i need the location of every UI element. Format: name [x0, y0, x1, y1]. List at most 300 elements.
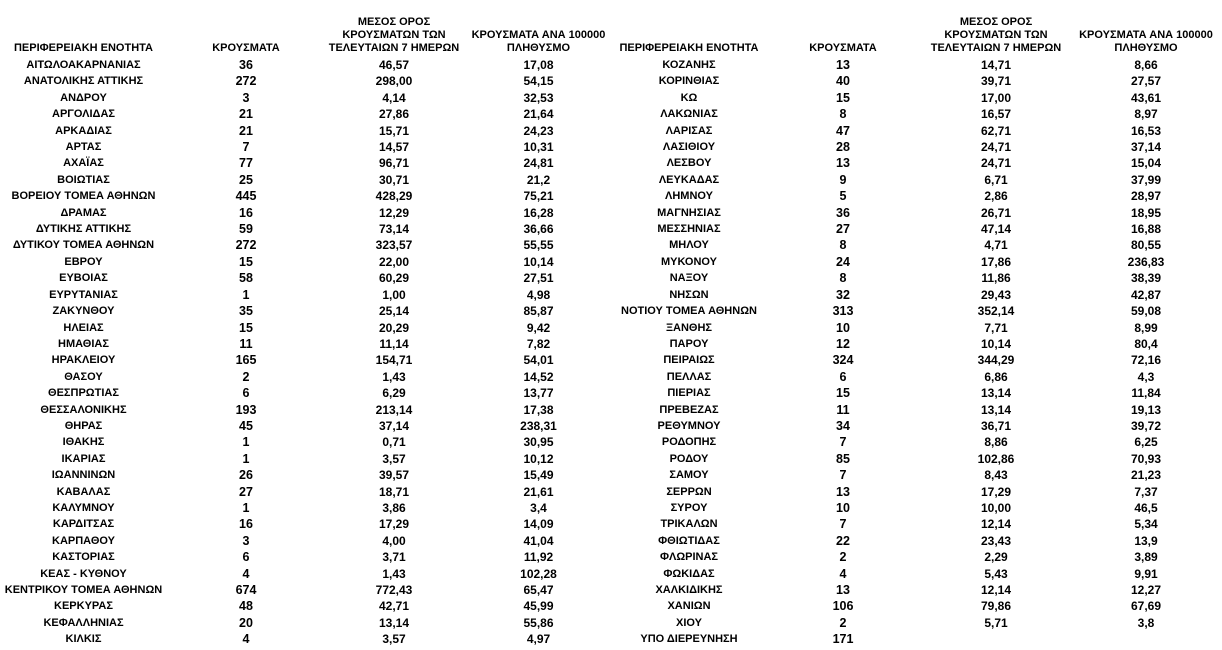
region-cell: ΚΑΡΔΙΤΣΑΣ	[52, 518, 115, 531]
table-row	[614, 155, 1222, 171]
region-cell: ΑΝΔΡΟΥ	[60, 91, 107, 104]
region-cell: ΒΟΡΕΙΟΥ ΤΟΜΕΑ ΑΘΗΝΩΝ	[11, 190, 156, 203]
cases-cell: 15	[836, 90, 850, 105]
cases-cell: 165	[235, 353, 257, 368]
region-cell: ΥΠΟ ΔΙΕΡΕΥΝΗΣΗ	[640, 633, 738, 646]
cases-cell: 13	[836, 58, 850, 72]
avg-7day-header: ΜΕΣΟΣ ΟΡΟΣ ΚΡΟΥΣΜΑΤΩΝ ΤΩΝ ΤΕΛΕΥΤΑΙΩΝ 7 ΗΜΕΡΩΝ	[930, 16, 1062, 54]
per100k-cell: 10,14	[523, 254, 554, 269]
per100k-cell: 37,14	[1130, 140, 1162, 155]
avg-7day-cell: 42,71	[378, 599, 410, 614]
per100k-cell: 21,2	[526, 172, 551, 187]
table-row	[614, 549, 1222, 565]
per100k-cell: 55,55	[523, 238, 554, 253]
avg-7day-cell: 3,57	[382, 632, 406, 647]
cases-cell: 34	[836, 418, 850, 433]
per100k-cell: 16,53	[1130, 123, 1162, 138]
avg-7day-cell: 17,86	[980, 254, 1012, 269]
table-row	[0, 434, 614, 450]
region-cell: ΠΡΕΒΕΖΑΣ	[659, 403, 719, 416]
per100k-cell: 37,99	[1130, 172, 1162, 187]
region-cell: ΑΝΑΤΟΛΙΚΗΣ ΑΤΤΙΚΗΣ	[23, 75, 144, 88]
region-cell: ΞΑΝΘΗΣ	[665, 321, 713, 334]
per100k-cell: 6,25	[1134, 435, 1158, 450]
region-cell: ΗΜΑΘΙΑΣ	[58, 337, 109, 350]
region-cell: ΑΡΤΑΣ	[65, 141, 102, 154]
cases-cell: 58	[239, 271, 253, 286]
table-row	[614, 566, 1222, 582]
cases-cell: 193	[235, 402, 257, 417]
cases-cell: 2	[839, 550, 847, 565]
avg-7day-cell: 12,29	[378, 205, 410, 220]
avg-7day-cell: 96,71	[378, 156, 410, 171]
cases-cell: 9	[839, 172, 847, 187]
table-row	[0, 155, 614, 171]
avg-7day-cell: 8,86	[984, 435, 1008, 450]
cases-cell: 26	[239, 468, 253, 483]
avg-7day-cell: 772,43	[375, 583, 413, 597]
per100k-cell: 3,89	[1134, 550, 1158, 565]
avg-7day-cell: 36,71	[980, 418, 1012, 433]
table-row	[614, 434, 1222, 450]
per100k-cell: 8,97	[1134, 107, 1158, 122]
per100k-cell: 16,88	[1130, 222, 1162, 237]
cases-cell: 1	[242, 287, 250, 302]
avg-7day-cell: 428,29	[375, 189, 413, 204]
per100k-cell: 17,38	[523, 402, 554, 417]
avg-7day-cell: 3,71	[382, 550, 406, 565]
per100k-cell: 21,64	[523, 107, 554, 122]
avg-7day-cell: 102,86	[977, 451, 1015, 466]
region-cell: ΖΑΚΥΝΘΟΥ	[52, 305, 115, 318]
avg-7day-cell: 0,71	[382, 435, 406, 450]
table-row	[614, 385, 1222, 401]
table-row	[614, 467, 1222, 483]
avg-7day-cell: 6,29	[382, 386, 406, 401]
per100k-cell: 70,93	[1130, 451, 1162, 466]
per100k-cell: 24,81	[523, 156, 554, 171]
per100k-cell: 17,08	[523, 58, 554, 72]
table-row	[0, 484, 614, 500]
avg-7day-cell: 344,29	[977, 353, 1015, 368]
cases-cell: 1	[242, 500, 250, 515]
avg-7day-cell: 27,86	[378, 107, 410, 122]
region-cell: ΗΡΑΚΛΕΙΟΥ	[51, 354, 116, 367]
table-row	[0, 172, 614, 188]
per100k-cell: 15,49	[523, 468, 554, 483]
avg-7day-cell: 323,57	[375, 238, 413, 253]
avg-7day-cell: 13,14	[378, 615, 410, 630]
avg-7day-cell: 10,00	[980, 500, 1012, 515]
cases-cell: 12	[836, 336, 850, 351]
region-cell: ΚΕΡΚΥΡΑΣ	[54, 600, 113, 613]
table-row	[0, 631, 614, 647]
avg-7day-cell: 12,14	[980, 583, 1012, 597]
cases-cell: 6	[242, 386, 250, 401]
region-cell: ΚΕΑΣ - ΚΥΘΝΟΥ	[40, 567, 127, 580]
avg-7day-cell: 62,71	[980, 123, 1012, 138]
region-cell: ΑΡΓΟΛΙΔΑΣ	[52, 108, 115, 121]
cases-cell: 7	[839, 435, 847, 450]
cases-cell: 40	[836, 74, 850, 89]
per100k-cell: 14,09	[523, 517, 554, 532]
cases-cell: 22	[836, 533, 850, 548]
table-row	[0, 106, 614, 122]
region-cell: ΠΙΕΡΙΑΣ	[667, 387, 711, 400]
cases-cell: 16	[239, 517, 253, 532]
region-cell: ΕΥΒΟΙΑΣ	[59, 272, 108, 285]
cases-cell: 77	[239, 156, 253, 171]
table-row	[0, 336, 614, 352]
table-row	[614, 106, 1222, 122]
per100k-cell: 8,66	[1134, 58, 1158, 72]
cases-cell: 5	[839, 189, 847, 204]
per100k-cell: 80,55	[1130, 238, 1162, 253]
table-row	[614, 418, 1222, 434]
table-row	[0, 90, 614, 106]
region-cell: ΕΒΡΟΥ	[64, 255, 103, 268]
avg-7day-cell: 5,71	[984, 615, 1008, 630]
per100k-cell: 10,31	[523, 140, 554, 155]
cases-cell: 8	[839, 271, 847, 286]
region-cell: ΗΛΕΙΑΣ	[63, 321, 104, 334]
region-cell: ΡΕΘΥΜΝΟΥ	[657, 419, 721, 432]
cases-cell: 6	[839, 369, 847, 384]
region-cell: ΘΑΣΟΥ	[64, 370, 103, 383]
region-cell: ΚΟΡΙΝΘΙΑΣ	[658, 75, 720, 88]
avg-7day-cell: 1,43	[382, 369, 406, 384]
cases-cell: 36	[239, 58, 253, 72]
table-row	[614, 139, 1222, 155]
cases-cell: 106	[832, 599, 854, 614]
region-cell: ΠΕΙΡΑΙΩΣ	[663, 354, 715, 367]
avg-7day-cell: 37,14	[378, 418, 410, 433]
per100k-cell: 12,27	[1130, 583, 1162, 597]
table-row	[614, 336, 1222, 352]
table-row	[0, 500, 614, 516]
table-row	[0, 221, 614, 237]
table-row	[0, 467, 614, 483]
cases-cell: 4	[242, 566, 250, 581]
avg-7day-cell: 11,86	[981, 271, 1011, 286]
cases-cell: 11	[239, 336, 253, 351]
table-row	[614, 123, 1222, 139]
region-cell: ΛΑΣΙΘΙΟΥ	[662, 141, 716, 154]
cases-cell: 7	[839, 517, 847, 532]
table-row	[0, 549, 614, 565]
cases-cell: 16	[239, 205, 253, 220]
per100k-cell: 38,39	[1130, 271, 1162, 286]
per100k-cell: 13,9	[1134, 533, 1158, 548]
cases-cell: 15	[239, 254, 253, 269]
avg-7day-cell: 4,14	[382, 90, 406, 105]
per100k-cell: 85,87	[523, 304, 554, 319]
avg-7day-cell: 23,43	[980, 533, 1012, 548]
avg-7day-cell: 14,71	[980, 58, 1012, 72]
per100k-cell: 102,28	[520, 566, 557, 581]
avg-7day-cell: 11,14	[379, 336, 409, 351]
region-cell: ΡΟΔΟΠΗΣ	[661, 436, 717, 449]
region-cell: ΕΥΡΥΤΑΝΙΑΣ	[49, 288, 118, 301]
region-cell: ΦΘΙΩΤΙΔΑΣ	[658, 534, 720, 547]
cases-cell: 21	[239, 107, 253, 122]
table-row	[614, 172, 1222, 188]
per100k-cell: 19,13	[1130, 402, 1162, 417]
cases-header: ΚΡΟΥΣΜΑΤΑ	[212, 42, 280, 54]
table-row	[614, 484, 1222, 500]
cases-cell: 20	[239, 615, 253, 630]
region-cell: ΚΕΝΤΡΙΚΟΥ ΤΟΜΕΑ ΑΘΗΝΩΝ	[4, 584, 163, 596]
per100k-cell: 8,99	[1134, 320, 1158, 335]
per100k-cell: 3,4	[530, 500, 547, 515]
cases-cell: 2	[242, 369, 250, 384]
avg-7day-cell: 4,71	[984, 238, 1008, 253]
cases-cell: 10	[836, 500, 850, 515]
avg-7day-cell: 298,00	[375, 74, 413, 89]
per100k-cell: 36,66	[523, 222, 554, 237]
table-row	[0, 57, 614, 73]
per100k-cell: 24,23	[523, 123, 554, 138]
region-cell: ΤΡΙΚΑΛΩΝ	[660, 518, 718, 531]
region-cell: ΚΩ	[680, 91, 698, 104]
region-cell: ΔΡΑΜΑΣ	[60, 206, 107, 219]
per100k-cell: 9,91	[1134, 566, 1158, 581]
region-cell: ΛΗΜΝΟΥ	[665, 190, 713, 203]
cases-cell: 445	[235, 189, 257, 204]
cases-cell: 11	[836, 402, 850, 417]
table-row	[614, 221, 1222, 237]
region-cell: ΔΥΤΙΚΟΥ ΤΟΜΕΑ ΑΘΗΝΩΝ	[12, 239, 155, 252]
header-row	[0, 8, 614, 57]
per100k-cell: 72,16	[1130, 353, 1162, 368]
table-row	[0, 402, 614, 418]
table-row	[0, 615, 614, 631]
avg-7day-cell: 13,14	[980, 402, 1012, 417]
avg-7day-cell: 14,57	[378, 140, 410, 155]
avg-7day-cell: 22,00	[378, 254, 410, 269]
per100k-cell: 9,42	[526, 320, 551, 335]
region-cell: ΚΑΡΠΑΘΟΥ	[52, 534, 115, 547]
table-row	[614, 533, 1222, 549]
region-cell: ΡΟΔΟΥ	[669, 452, 709, 465]
cases-cell: 8	[839, 238, 847, 253]
cases-cell: 2	[839, 615, 847, 630]
avg-7day-cell: 1,00	[382, 287, 406, 302]
table-row	[0, 188, 614, 204]
per100k-cell: 43,61	[1130, 90, 1162, 105]
cases-cell: 35	[239, 304, 253, 319]
avg-7day-cell: 7,71	[984, 320, 1008, 335]
avg-7day-cell: 12,14	[980, 517, 1012, 532]
cases-cell: 6	[242, 550, 250, 565]
table-row	[614, 631, 1222, 647]
avg-7day-cell: 5,43	[984, 566, 1008, 581]
region-cell: ΔΥΤΙΚΗΣ ΑΤΤΙΚΗΣ	[35, 223, 132, 236]
per100k-cell: 59,08	[1130, 304, 1162, 319]
cases-cell: 7	[242, 140, 250, 155]
per100k-cell: 3,8	[1137, 615, 1155, 630]
avg-7day-cell: 1,43	[382, 566, 406, 581]
per100k-cell: 7,37	[1134, 484, 1158, 499]
table-row	[0, 516, 614, 532]
table-row	[0, 566, 614, 582]
avg-7day-cell: 13,14	[980, 386, 1012, 401]
avg-7day-cell: 16,57	[980, 107, 1012, 122]
table-row	[0, 533, 614, 549]
region-cell: ΦΩΚΙΔΑΣ	[663, 567, 715, 580]
avg-7day-cell: 73,14	[378, 222, 410, 237]
per100k-cell: 16,28	[523, 205, 554, 220]
table-row	[0, 254, 614, 270]
avg-7day-cell: 25,14	[378, 304, 410, 319]
avg-7day-cell: 352,14	[977, 304, 1015, 319]
cases-header: ΚΡΟΥΣΜΑΤΑ	[809, 42, 877, 54]
per100k-cell: 54,01	[523, 353, 554, 368]
avg-7day-cell: 24,71	[980, 140, 1012, 155]
per100k-cell: 18,95	[1130, 205, 1162, 220]
avg-7day-cell: 6,71	[984, 172, 1008, 187]
per100k-cell: 13,77	[523, 386, 554, 401]
table-row	[0, 205, 614, 221]
per100k-header: ΚΡΟΥΣΜΑΤΑ ΑΝΑ 100000 ΠΛΗΘΥΣΜΟ	[471, 29, 606, 54]
region-cell: ΙΘΑΚΗΣ	[62, 436, 105, 449]
cases-cell: 313	[832, 304, 854, 319]
region-cell: ΚΟΖΑΝΗΣ	[662, 59, 716, 71]
avg-7day-cell: 10,14	[980, 336, 1012, 351]
cases-cell: 13	[836, 583, 850, 597]
table-row	[614, 369, 1222, 385]
table-row	[0, 582, 614, 598]
avg-7day-cell: 47,14	[980, 222, 1012, 237]
avg-7day-cell: 2,29	[984, 550, 1008, 565]
per100k-cell: 10,12	[523, 451, 554, 466]
table-row	[614, 57, 1222, 73]
region-cell: ΧΙΟΥ	[676, 616, 702, 629]
per100k-header: ΚΡΟΥΣΜΑΤΑ ΑΝΑ 100000 ΠΛΗΘΥΣΜΟ	[1079, 29, 1213, 54]
cases-cell: 3	[242, 533, 250, 548]
cases-cell: 45	[239, 418, 253, 433]
right-table	[614, 8, 1222, 648]
cases-cell: 674	[235, 583, 257, 597]
table-row	[614, 352, 1222, 368]
table-row	[614, 598, 1222, 614]
per100k-cell: 32,53	[523, 90, 554, 105]
avg-7day-cell: 213,14	[375, 402, 413, 417]
avg-7day-cell: 46,57	[378, 58, 410, 72]
per100k-cell: 11,92	[523, 550, 554, 565]
region-cell: ΘΗΡΑΣ	[64, 419, 103, 432]
table-row	[0, 385, 614, 401]
avg-7day-cell: 17,00	[980, 90, 1012, 105]
region-header: ΠΕΡΙΦΕΡΕΙΑΚΗ ΕΝΟΤΗΤΑ	[13, 42, 153, 54]
avg-7day-cell: 39,71	[980, 74, 1012, 89]
avg-7day-cell: 15,71	[378, 123, 410, 138]
cases-cell: 36	[836, 205, 850, 220]
table-row	[614, 320, 1222, 336]
table-row	[614, 270, 1222, 286]
cases-cell: 27	[239, 484, 253, 499]
per100k-cell: 28,97	[1130, 189, 1162, 204]
avg-7day-cell: 17,29	[378, 517, 410, 532]
table-row	[0, 270, 614, 286]
table-row	[614, 205, 1222, 221]
header-row	[614, 8, 1222, 57]
region-cell: ΑΙΤΩΛΟΑΚΑΡΝΑΝΙΑΣ	[26, 59, 141, 71]
table-row	[0, 451, 614, 467]
cases-cell: 4	[839, 566, 847, 581]
table-row	[0, 369, 614, 385]
region-cell: ΘΕΣΣΑΛΟΝΙΚΗΣ	[40, 403, 127, 416]
table-row	[614, 451, 1222, 467]
cases-cell: 59	[239, 222, 253, 237]
avg-7day-cell: 60,29	[378, 271, 410, 286]
avg-7day-cell: 18,71	[378, 484, 410, 499]
region-cell: ΦΛΩΡΙΝΑΣ	[659, 551, 719, 564]
region-cell: ΧΑΝΙΩΝ	[667, 600, 711, 613]
region-cell: ΙΩΑΝΝΙΝΩΝ	[51, 469, 116, 482]
table-row	[614, 402, 1222, 418]
per100k-cell: 42,87	[1130, 287, 1162, 302]
cases-cell: 27	[836, 222, 850, 237]
cases-cell: 13	[836, 156, 850, 171]
cases-cell: 21	[239, 123, 253, 138]
avg-7day-cell: 2,86	[984, 189, 1008, 204]
per100k-cell: 238,31	[520, 418, 557, 433]
region-cell: ΛΕΥΚΑΔΑΣ	[658, 173, 720, 186]
table-row	[614, 188, 1222, 204]
per100k-cell: 27,57	[1130, 74, 1162, 89]
region-cell: ΑΧΑΪΑΣ	[63, 157, 104, 170]
per100k-cell: 14,52	[523, 369, 554, 384]
per100k-cell: 7,82	[526, 336, 551, 351]
table-row	[0, 73, 614, 89]
region-cell: ΚΕΦΑΛΛΗΝΙΑΣ	[43, 616, 124, 629]
avg-7day-cell: 3,86	[382, 500, 406, 515]
cases-cell: 32	[836, 287, 850, 302]
per100k-cell: 236,83	[1127, 254, 1165, 269]
table-row	[614, 516, 1222, 532]
per100k-cell: 54,15	[523, 74, 554, 89]
avg-7day-cell: 79,86	[980, 599, 1012, 614]
avg-7day-cell	[922, 631, 1070, 647]
cases-cell: 1	[242, 451, 250, 466]
table-row	[0, 139, 614, 155]
per100k-cell: 39,72	[1130, 418, 1162, 433]
region-cell: ΚΑΣΤΟΡΙΑΣ	[52, 551, 115, 564]
region-cell: ΝΟΤΙΟΥ ΤΟΜΕΑ ΑΘΗΝΩΝ	[621, 305, 757, 318]
region-cell: ΝΑΞΟΥ	[669, 272, 709, 285]
region-cell: ΛΑΚΩΝΙΑΣ	[660, 108, 718, 121]
cases-cell: 48	[239, 599, 253, 614]
cases-cell: 3	[242, 90, 250, 105]
cases-cell: 13	[836, 484, 850, 499]
region-cell: ΘΕΣΠΡΩΤΙΑΣ	[48, 387, 119, 400]
region-cell: ΠΑΡΟΥ	[669, 337, 709, 350]
per100k-cell: 21,61	[523, 484, 554, 499]
avg-7day-cell: 30,71	[378, 172, 410, 187]
avg-7day-cell: 29,43	[980, 287, 1012, 302]
cases-cell: 4	[242, 632, 250, 647]
region-cell: ΜΗΛΟΥ	[669, 239, 709, 252]
region-cell: ΝΗΣΩΝ	[669, 288, 709, 301]
per100k-cell: 21,23	[1130, 468, 1162, 483]
avg-7day-cell: 39,57	[378, 468, 410, 483]
per100k-cell	[1070, 631, 1222, 647]
per100k-cell: 30,95	[523, 435, 554, 450]
table-row	[614, 90, 1222, 106]
per100k-cell: 4,97	[526, 632, 551, 647]
region-cell: ΚΑΒΑΛΑΣ	[56, 485, 111, 498]
